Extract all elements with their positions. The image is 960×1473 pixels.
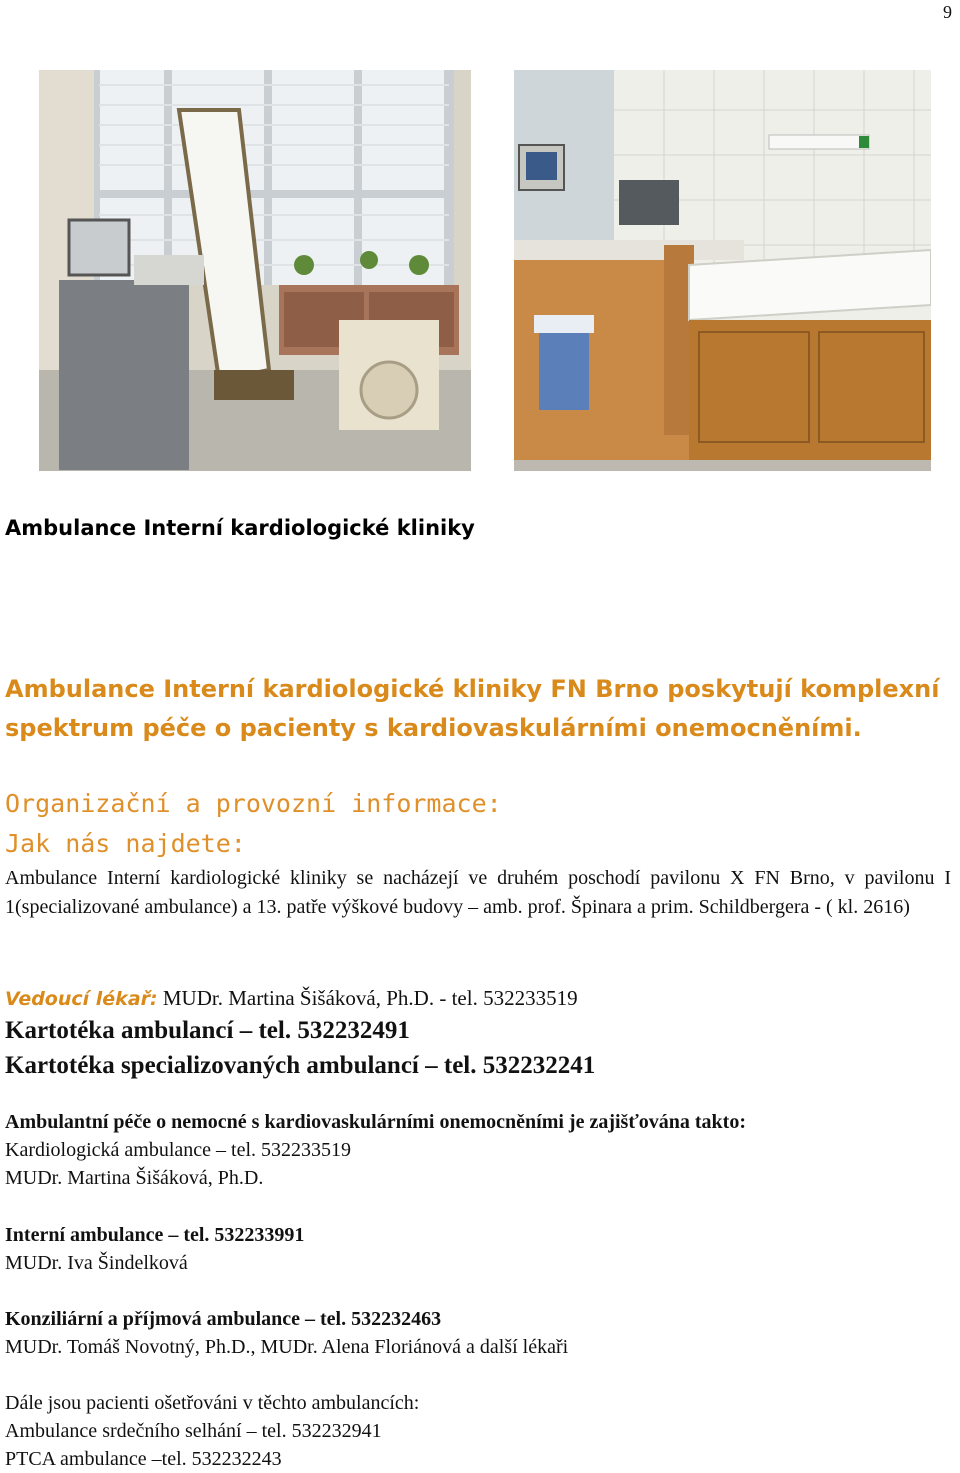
ptca-ambulance: PTCA ambulance –tel. 532232243: [5, 1448, 282, 1470]
head-doctor-label: Vedoucí lékař:: [5, 988, 158, 1010]
heart-failure-ambulance: Ambulance srdečního selhání – tel. 532232941: [5, 1420, 382, 1442]
page-title: Ambulance Interní kardiologické kliniky: [5, 516, 475, 540]
internal-ambulance: Interní ambulance – tel. 532233991: [5, 1224, 305, 1246]
page-number: 9: [943, 2, 952, 22]
internal-doctor: MUDr. Iva Šindelková: [5, 1252, 188, 1274]
cardio-ambulance: Kardiologická ambulance – tel. 532233519: [5, 1139, 352, 1161]
photo-exercise-room: [39, 70, 471, 471]
consult-doctors: MUDr. Tomáš Novotný, Ph.D., MUDr. Alena Floriánová a další lékaři: [5, 1336, 569, 1358]
other-ambulances-intro: Dále jsou pacienti ošetřováni v těchto ambulancích:: [5, 1392, 420, 1414]
find-heading: Jak nás najdete:: [5, 829, 246, 858]
consult-ambulance: Konziliární a příjmová ambulance – tel. 532232463: [5, 1308, 442, 1330]
care-statement: Ambulantní péče o nemocné s kardiovaskulárními onemocněními je zajišťována takto:: [5, 1111, 746, 1133]
intro-text: Ambulance Interní kardiologické kliniky FN Brno poskytují komplexní spektrum péče o pacienty s kardiovaskulárními onemocněními.: [5, 675, 940, 742]
cardio-doctor: MUDr. Martina Šišáková, Ph.D.: [5, 1167, 264, 1189]
head-doctor-value: MUDr. Martina Šišáková, Ph.D. - tel. 532233519: [157, 986, 578, 1010]
org-heading: Organizační a provozní informace:: [5, 789, 502, 818]
photo-examination-room: [514, 70, 931, 471]
card-specialized: Kartotéka specializovaných ambulancí – tel. 532232241: [5, 1052, 596, 1079]
card-ambulances: Kartotéka ambulancí – tel. 532232491: [5, 1017, 410, 1044]
head-doctor: [5, 986, 578, 1011]
location-paragraph: Ambulance Interní kardiologické kliniky se nacházejí ve druhém poschodí pavilonu X FN Brno, v pavilonu I 1(specializované ambulance) a 13. patře výškové budovy – amb. prof. Špinara a prim. Schildbergera - ( kl. 2616): [5, 867, 951, 918]
